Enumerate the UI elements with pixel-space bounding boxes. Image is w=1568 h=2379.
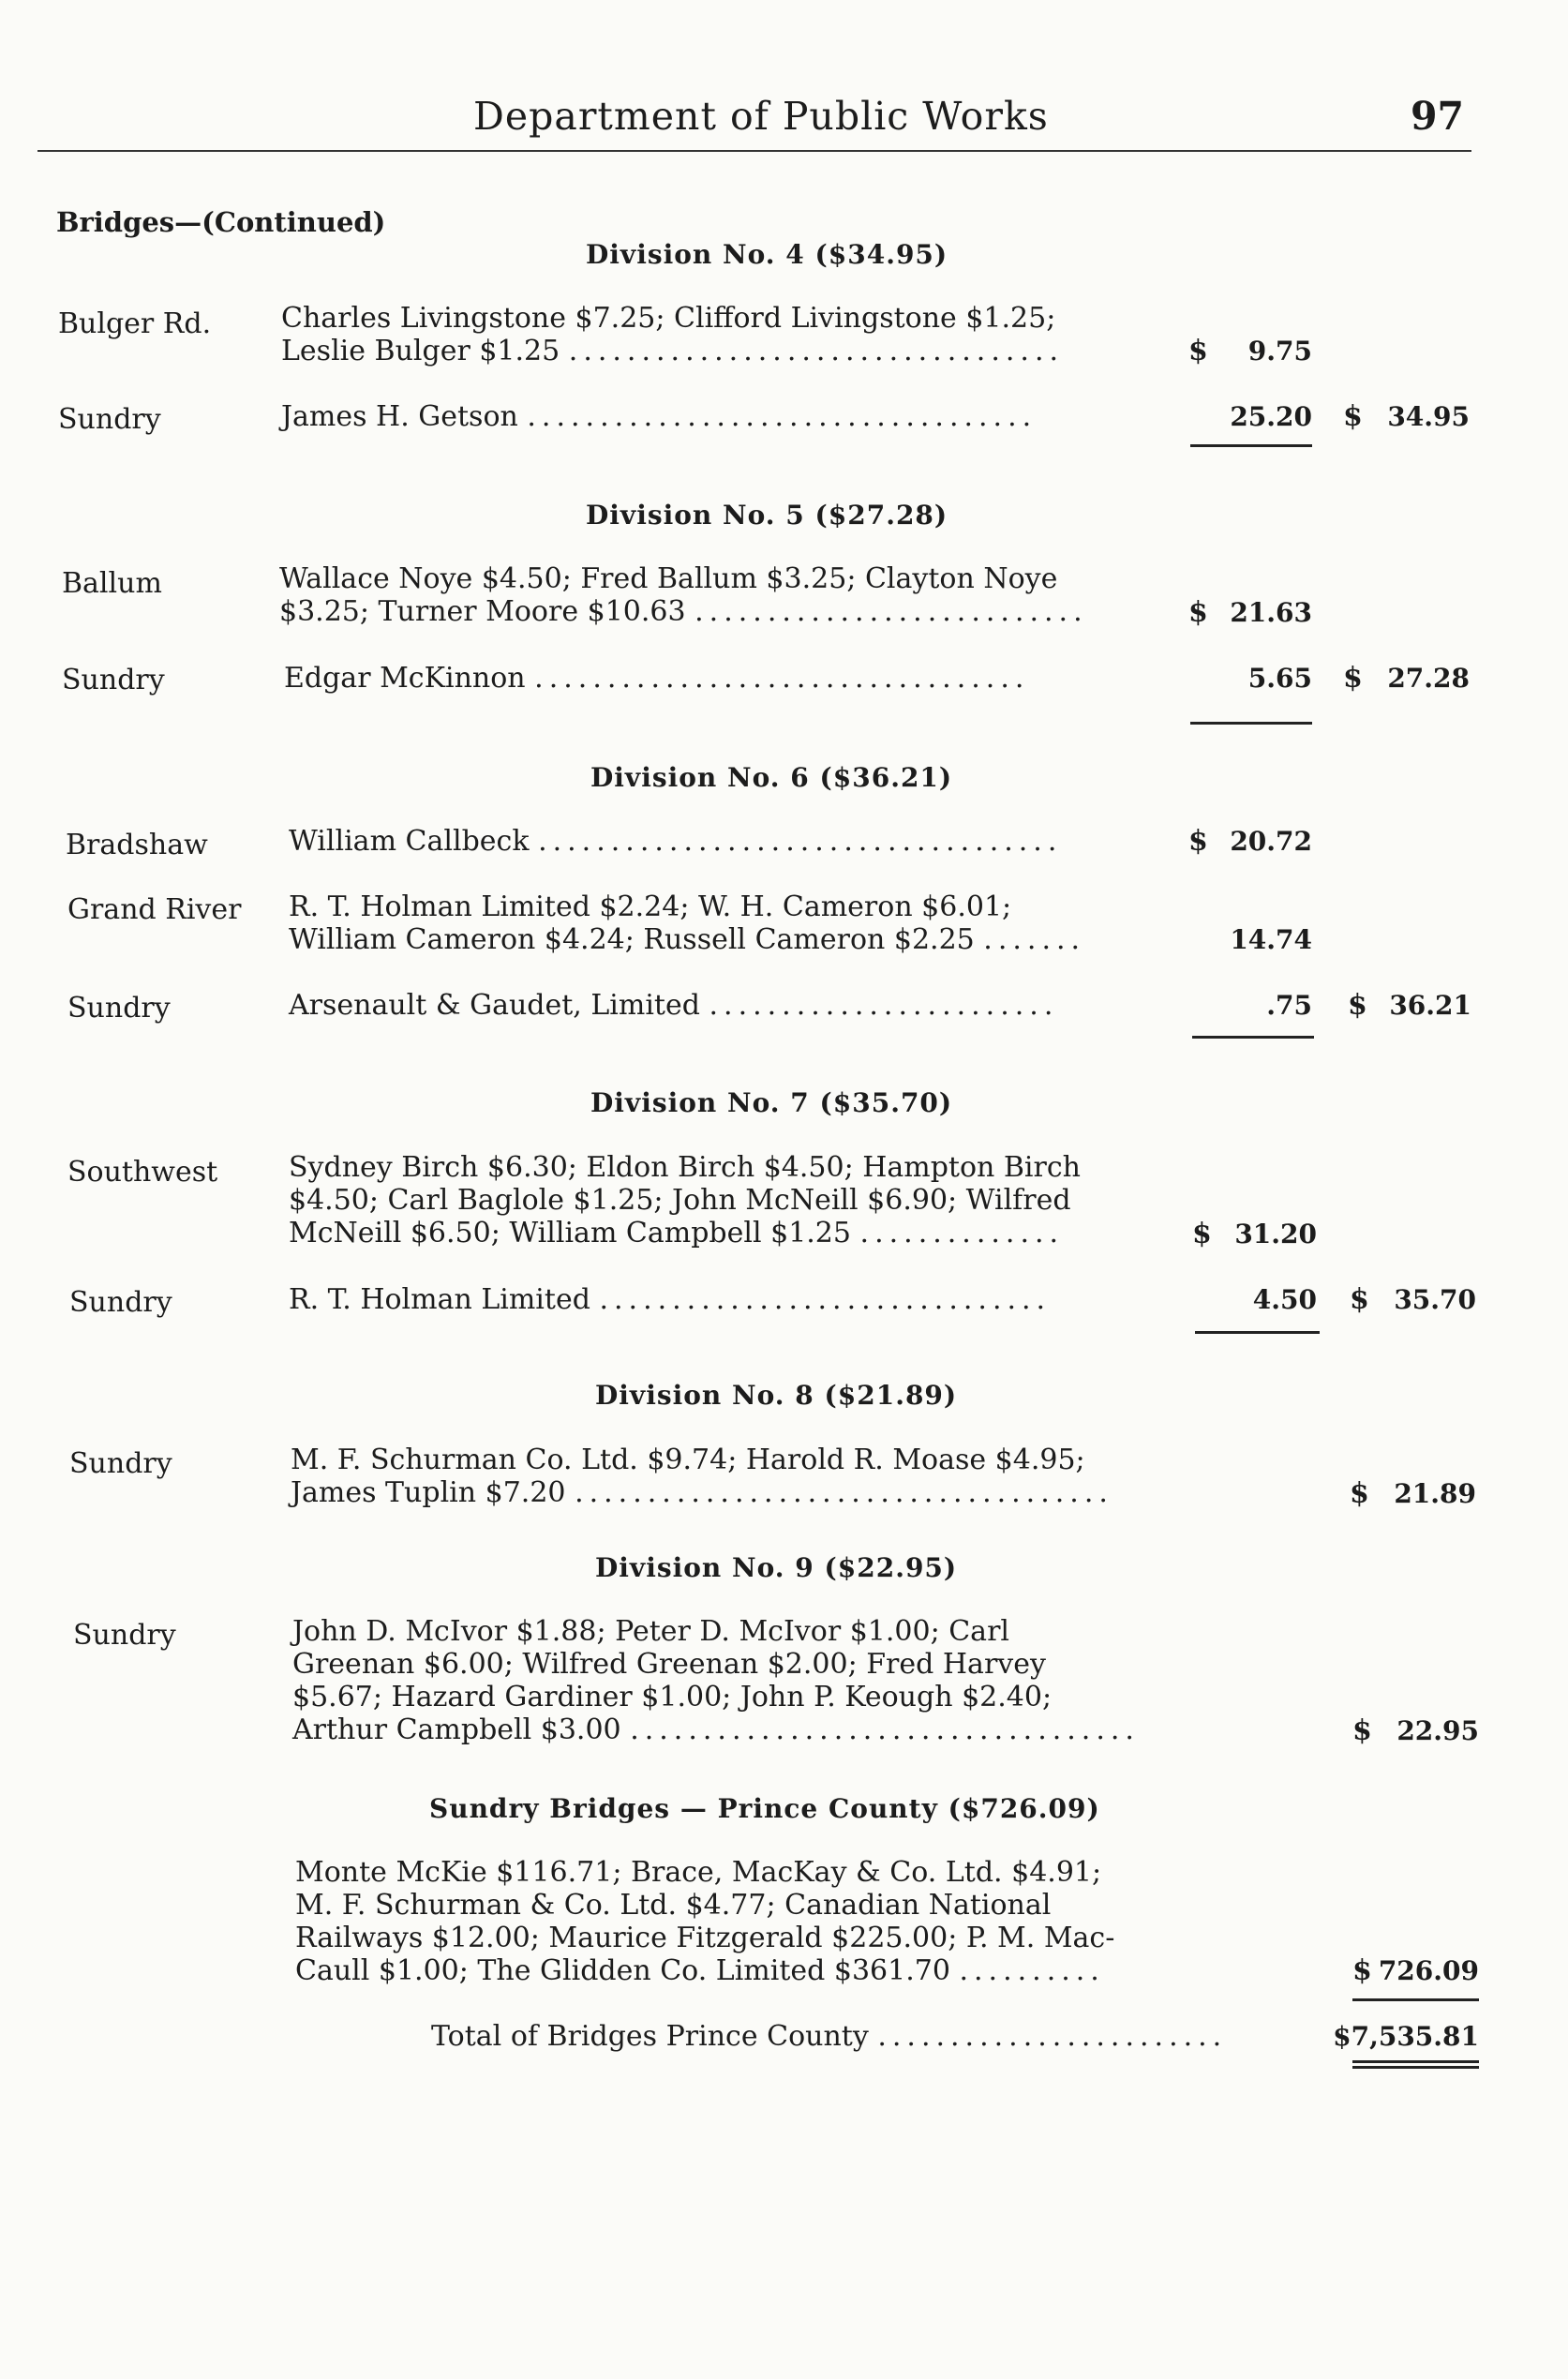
entry-text: Monte McKie $116.71; Brace, MacKay & Co. Ltd. $4.91; <box>295 1856 1102 1889</box>
entry-text: Arthur Campbell $3.00 ................................... <box>292 1713 1140 1746</box>
entry-text: William Callbeck .................................... <box>289 825 1063 858</box>
entry-text: Greenan $6.00; Wilfred Greenan $2.00; Fred Harvey <box>292 1648 1046 1681</box>
currency-sign: $ <box>1348 989 1367 1022</box>
grand-total-rule-top <box>1352 2060 1479 2063</box>
division-heading: Division No. 6 ($36.21) <box>590 762 953 793</box>
entry-text: McNeill $6.50; William Campbell $1.25 .............. <box>289 1217 1065 1249</box>
page-number: 97 <box>1411 94 1465 139</box>
entry-text: Sydney Birch $6.30; Eldon Birch $4.50; Hampton Birch <box>289 1151 1081 1184</box>
entry-place: Sundry <box>73 1619 176 1652</box>
currency-sign: $ <box>1343 400 1363 433</box>
subtotal-rule <box>1192 1036 1314 1039</box>
entry-amount: 9.75 <box>1247 336 1312 367</box>
entry-place: Bradshaw <box>66 829 208 861</box>
division-total: 22.95 <box>1396 1715 1479 1746</box>
entry-amount: 25.20 <box>1230 401 1312 432</box>
running-head: Department of Public Works <box>473 94 1049 139</box>
entry-place: Sundry <box>69 1286 172 1319</box>
entry-place: Bulger Rd. <box>58 307 212 340</box>
entry-text: Charles Livingstone $7.25; Clifford Livingstone $1.25; <box>281 302 1056 335</box>
currency-sign: $ <box>1350 1477 1369 1510</box>
entry-amount: 20.72 <box>1230 826 1312 857</box>
entry-amount: 5.65 <box>1247 663 1312 694</box>
entry-place: Southwest <box>67 1156 218 1189</box>
entry-text: $3.25; Turner Moore $10.63 ........................... <box>279 595 1088 628</box>
entry-place: Ballum <box>62 567 162 600</box>
entry-place: Sundry <box>69 1447 172 1480</box>
header-rule <box>37 150 1471 152</box>
subtotal-rule <box>1190 722 1312 725</box>
division-total: 27.28 <box>1387 663 1470 694</box>
entry-amount: 4.50 <box>1252 1284 1317 1315</box>
division-total: 36.21 <box>1389 990 1471 1021</box>
division-heading: Division No. 8 ($21.89) <box>595 1380 958 1411</box>
entry-amount: .75 <box>1266 990 1312 1021</box>
grand-total-rule-bottom <box>1352 2066 1479 2069</box>
grand-total-label: Total of Bridges Prince County ........................ <box>431 2020 1228 2053</box>
division-heading: Division No. 5 ($27.28) <box>586 500 948 531</box>
entry-amount: 14.74 <box>1230 924 1312 955</box>
entry-text: R. T. Holman Limited ............................... <box>289 1283 1052 1316</box>
currency-sign: $ <box>1188 335 1208 367</box>
entry-text: John D. McIvor $1.88; Peter D. McIvor $1.00; Carl <box>292 1615 1009 1648</box>
entry-text: M. F. Schurman & Co. Ltd. $4.77; Canadian National <box>295 1889 1052 1922</box>
total-rule <box>1352 1998 1479 2001</box>
currency-sign: $ <box>1352 1954 1372 1987</box>
entry-text: James H. Getson ................................... <box>281 400 1038 433</box>
entry-text: James Tuplin $7.20 ..................................... <box>291 1476 1113 1509</box>
entry-place: Sundry <box>62 664 165 696</box>
currency-sign: $ <box>1188 596 1208 629</box>
section-title: Bridges—(Continued) <box>56 206 386 238</box>
grand-total-value: $7,535.81 <box>1333 2021 1479 2052</box>
division-total: 34.95 <box>1387 401 1470 432</box>
entry-text: Arsenault & Gaudet, Limited ........................ <box>289 989 1059 1022</box>
entry-text: Railways $12.00; Maurice Fitzgerald $225.00; P. M. Mac- <box>295 1922 1115 1954</box>
entry-text: William Cameron $4.24; Russell Cameron $2.25 ....... <box>289 923 1086 956</box>
currency-sign: $ <box>1343 662 1363 695</box>
subtotal-rule <box>1190 444 1312 447</box>
sundry-bridges-total: 726.09 <box>1378 1955 1479 1986</box>
entry-amount: 31.20 <box>1234 1219 1317 1249</box>
division-heading: Division No. 7 ($35.70) <box>590 1087 953 1118</box>
currency-sign: $ <box>1188 825 1208 858</box>
entry-text: R. T. Holman Limited $2.24; W. H. Cameron $6.01; <box>289 890 1012 923</box>
currency-sign: $ <box>1352 1714 1372 1747</box>
subtotal-rule <box>1195 1331 1320 1334</box>
division-total: 21.89 <box>1394 1478 1476 1509</box>
entry-place: Sundry <box>67 992 171 1025</box>
entry-text: Wallace Noye $4.50; Fred Ballum $3.25; Clayton Noye <box>279 562 1058 595</box>
entry-text: $4.50; Carl Baglole $1.25; John McNeill $6.90; Wilfred <box>289 1184 1071 1217</box>
entry-place: Sundry <box>58 403 161 436</box>
currency-sign: $ <box>1192 1218 1212 1250</box>
entry-text: Edgar McKinnon .................................. <box>284 662 1030 695</box>
entry-text: Leslie Bulger $1.25 .................................. <box>281 335 1065 367</box>
sundry-bridges-heading: Sundry Bridges — Prince County ($726.09) <box>429 1793 1100 1824</box>
entry-text: M. F. Schurman Co. Ltd. $9.74; Harold R. Moase $4.95; <box>291 1444 1085 1476</box>
entry-place: Grand River <box>67 893 242 926</box>
division-heading: Division No. 9 ($22.95) <box>595 1552 958 1583</box>
entry-text: $5.67; Hazard Gardiner $1.00; John P. Keough $2.40; <box>292 1681 1053 1713</box>
entry-amount: 21.63 <box>1230 597 1312 628</box>
entry-text: Caull $1.00; The Glidden Co. Limited $361.70 .......... <box>295 1954 1105 1987</box>
division-total: 35.70 <box>1394 1284 1476 1315</box>
currency-sign: $ <box>1350 1283 1369 1316</box>
division-heading: Division No. 4 ($34.95) <box>586 239 948 270</box>
